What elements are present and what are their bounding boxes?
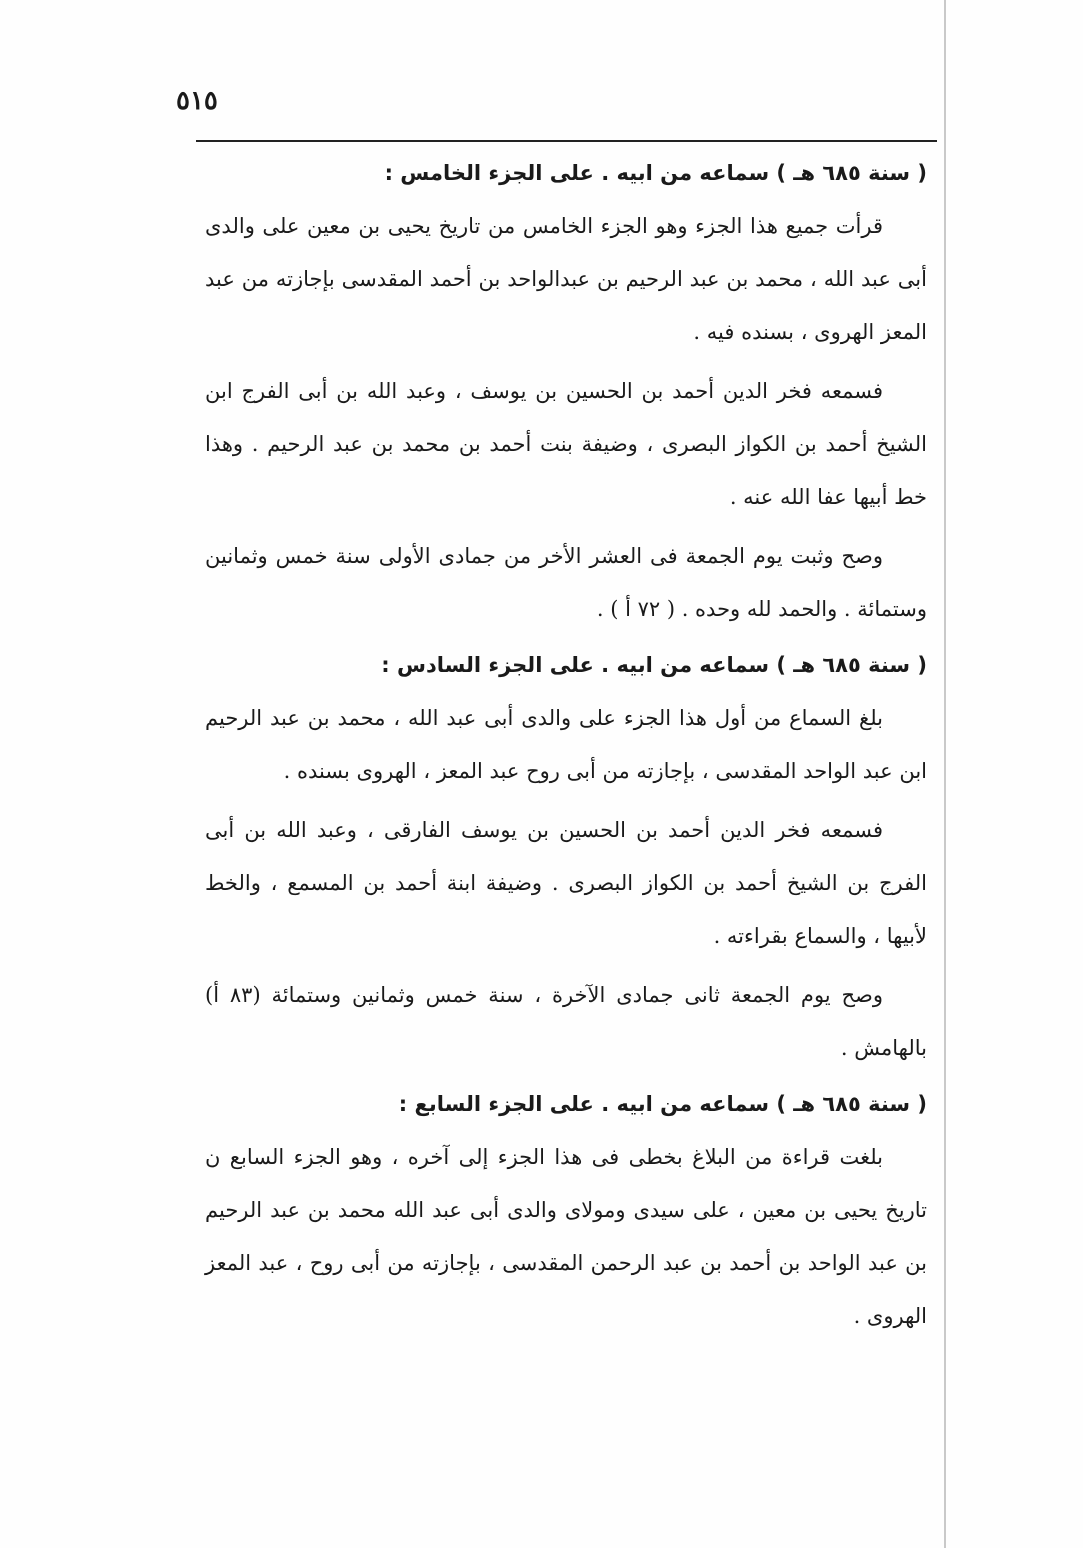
section-part-6	[205, 650, 927, 1075]
section-heading: ( سنة ٦٨٥ هـ ) سماعه من ابيه . على الجزء السادس :	[381, 653, 927, 677]
page-binding-edge	[944, 0, 946, 1548]
paragraph: فسمعه فخر الدين أحمد بن الحسين بن يوسف ، وعبد الله بن أبى الفرج ابن الشيخ أحمد بن الكواز البصرى ، وضيفة بنت أحمد بن محمد بن عبد الرحيم . وهذا خط أبيها عفا الله عنه .	[205, 379, 927, 509]
paragraph: وصح يوم الجمعة ثانى جمادى الآخرة ، سنة خمس وثمانين وستمائة (٨٣ أ) بالهامش .	[205, 983, 927, 1060]
section-heading: ( سنة ٦٨٥ هـ ) سماعه من ابيه . على الجزء الخامس :	[384, 161, 927, 185]
page-number: ٥١٥	[176, 86, 218, 116]
section-part-7	[205, 1089, 927, 1343]
section-part-5	[205, 158, 927, 636]
paragraph: بلغ السماع من أول هذا الجزء على والدى أبى عبد الله ، محمد بن عبد الرحيم ابن عبد الواحد المقدسى ، بإجازته من أبى روح عبد المعز ، الهروى بسنده .	[205, 706, 927, 783]
paragraph: وصح وثبت يوم الجمعة فى العشر الأخر من جمادى الأولى سنة خمس وثمانين وستمائة . والحمد لله وحده . ( ٧٢ أ ) .	[205, 544, 927, 621]
section-heading: ( سنة ٦٨٥ هـ ) سماعه من ابيه . على الجزء السابع :	[398, 1092, 927, 1116]
paragraph: فسمعه فخر الدين أحمد بن الحسين بن يوسف الفارقى ، وعبد الله بن أبى الفرج بن الشيخ أحمد بن الكواز البصرى . وضيفة ابنة أحمد بن المسمع ، والخط لأبيها ، والسماع بقراءته .	[205, 818, 927, 948]
text-column	[205, 158, 927, 1388]
paragraph: قرأت جميع هذا الجزء وهو الجزء الخامس من تاريخ يحيى بن معين على والدى أبى عبد الله ، محمد بن عبد الرحيم بن عبدالواحد بن أحمد المقدسى بإجازته من عبد المعز الهروى ، بسنده فيه .	[205, 214, 927, 344]
header-rule	[196, 140, 937, 142]
paragraph: بلغت قراءة من البلاغ بخطى فى هذا الجزء إلى آخره ، وهو الجزء السابع ن تاريخ يحيى بن معين ، على سيدى ومولاى والدى أبى عبد الله محمد بن عبد الرحيم بن عبد الواحد بن أحمد بن عبد الرحمن المقدسى ، بإجازته من أبى روح ، عبد المعز الهروى .	[205, 1145, 927, 1328]
